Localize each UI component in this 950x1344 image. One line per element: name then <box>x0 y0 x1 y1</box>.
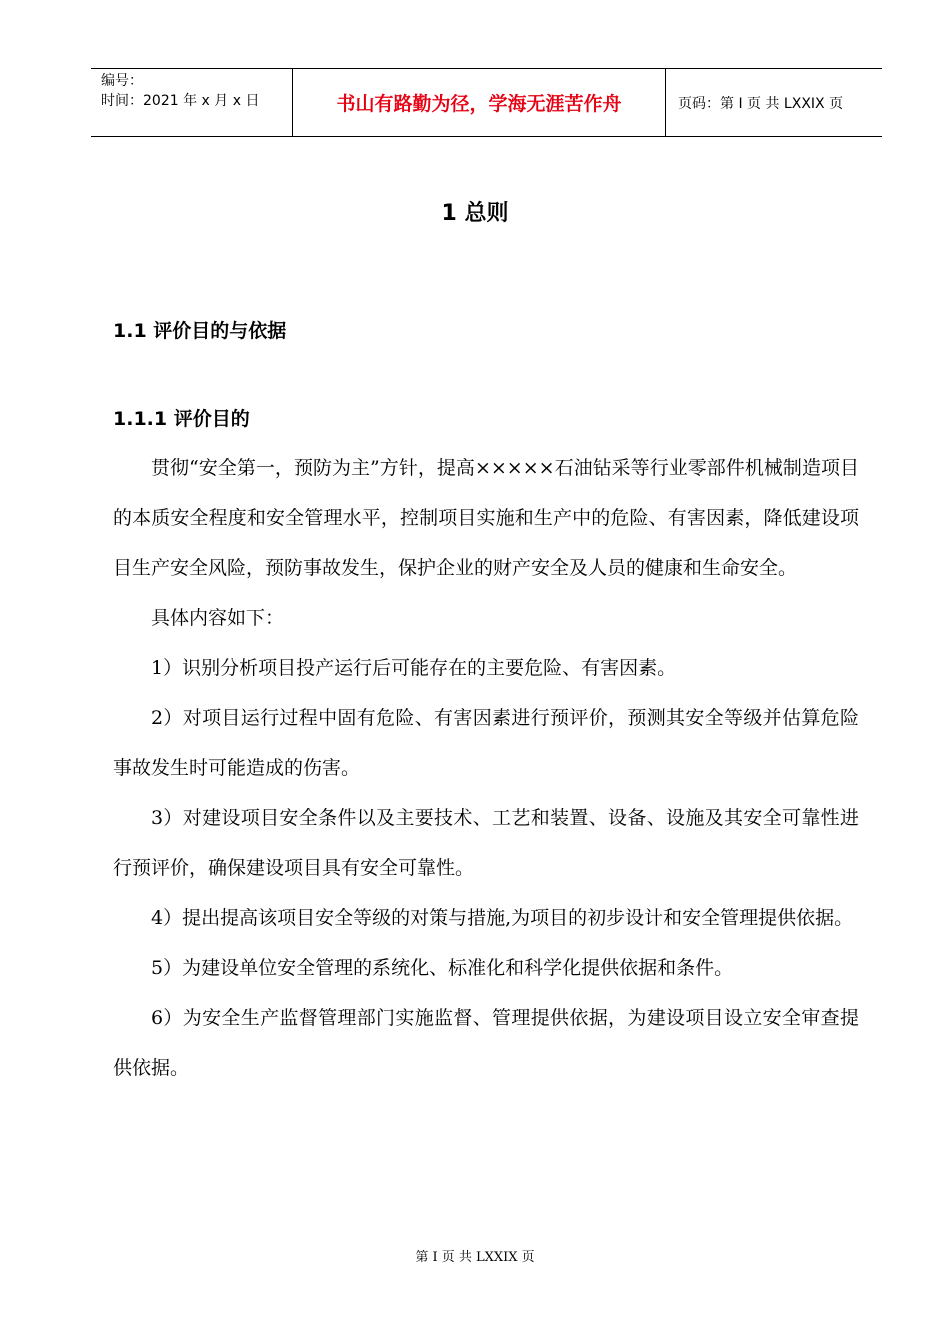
paragraph: 2）对项目运行过程中固有危险、有害因素进行预评价，预测其安全等级并估算危险事故发生时可能造成的伤害。 <box>113 707 859 779</box>
code-label: 编号： <box>101 73 143 89</box>
motto-text: 书山有路勤为径，学海无涯苦作舟 <box>336 93 622 115</box>
header-page <box>666 69 882 136</box>
time-label: 时间：2021 年 x 月 x 日 <box>101 93 260 109</box>
body-text <box>113 443 859 1093</box>
paragraph: 1）识别分析项目投产运行后可能存在的主要危险、有害因素。 <box>151 657 677 679</box>
header-meta <box>91 69 293 136</box>
paragraph: 3）对建设项目安全条件以及主要技术、工艺和装置、设备、设施及其安全可靠性进行预评价，确保建设项目具有安全可靠性。 <box>113 807 859 879</box>
section-heading: 1.1 评价目的与依据 <box>113 320 287 342</box>
page-footer: 第 I 页 共 LXXIX 页 <box>415 1250 535 1265</box>
paragraph: 具体内容如下： <box>151 607 285 629</box>
paragraph: 贯彻“安全第一，预防为主”方针，提高×××××石油钻采等行业零部件机械制造项目的本质安全程度和安全管理水平，控制项目实施和生产中的危险、有害因素，降低建设项目生产安全风险，预防事故发生，保护企业的财产安全及人员的健康和生命安全。 <box>113 457 859 579</box>
subsection-heading: 1.1.1 评价目的 <box>113 408 250 430</box>
page-label: 页码：第 I 页 共 LXXIX 页 <box>678 95 844 112</box>
header-motto <box>293 69 666 136</box>
paragraph: 5）为建设单位安全管理的系统化、标准化和科学化提供依据和条件。 <box>151 957 734 979</box>
chapter-title: 1 总则 <box>441 201 509 226</box>
paragraph: 6）为安全生产监督管理部门实施监督、管理提供依据，为建设项目设立安全审查提供依据。 <box>113 1007 859 1079</box>
page-header <box>91 68 882 137</box>
paragraph: 4）提出提高该项目安全等级的对策与措施,为项目的初步设计和安全管理提供依据。 <box>151 907 854 929</box>
